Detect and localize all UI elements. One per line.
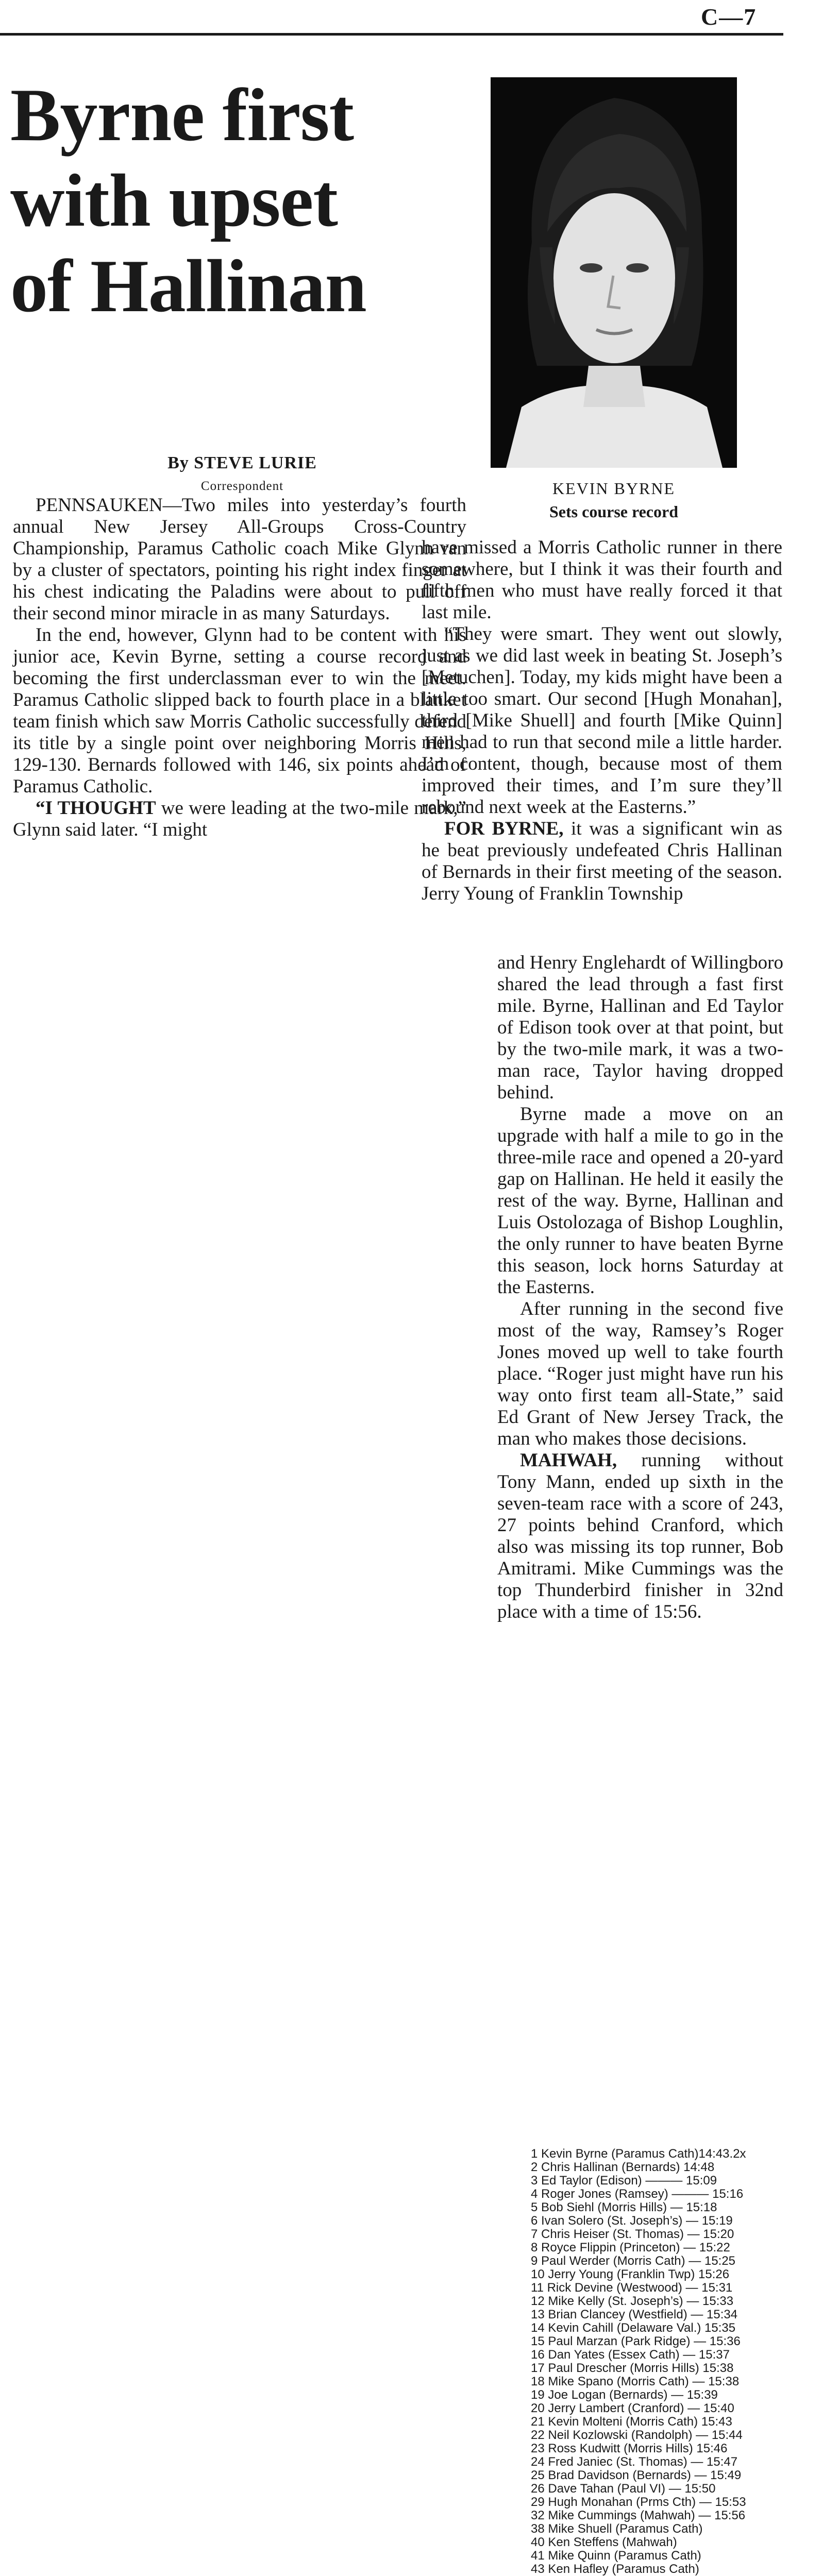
result-line: 17 Paul Drescher (Morris Hills) 15:38 <box>531 2362 734 2375</box>
paragraph: “They were smart. They went out slowly, just as we did last week in beating St. Joseph’s [Metuchen]. Today, my kids might have been a little too smart. Our second [Hugh Monahan], third [Mike Shuell] and fourth [Mike Quinn] men had to run that second mile a little harder. I’m content, though, because most of them improved their times, and I’m sure they’ll rebound next week at the Easterns.” <box>422 623 782 818</box>
result-line: 14 Kevin Cahill (Delaware Val.) 15:35 <box>531 2321 736 2335</box>
result-line: 29 Hugh Monahan (Prms Cth) — 15:53 <box>531 2496 746 2509</box>
headline <box>10 72 464 329</box>
result-line: 16 Dan Yates (Essex Cath) — 15:37 <box>531 2348 730 2362</box>
result-line: 3 Ed Taylor (Edison) ——— 15:09 <box>531 2174 717 2188</box>
paragraph: FOR BYRNE, it was a significant win as he beat previously undefeated Chris Hallinan of Bernards in their first meeting of the season. Jerry Young of Franklin Township <box>422 818 783 904</box>
photo-caption-sub: Sets course record <box>549 502 678 521</box>
photo-caption-name: KEVIN BYRNE <box>552 479 675 498</box>
headline-line-1: Byrne first <box>10 73 354 157</box>
result-line: 12 Mike Kelly (St. Joseph’s) — 15:33 <box>531 2295 734 2308</box>
page-number: C—7 <box>701 4 757 30</box>
result-line: 15 Paul Marzan (Park Ridge) — 15:36 <box>531 2335 741 2348</box>
paragraph: In the end, however, Glynn had to be content with his junior ace, Kevin Byrne, setting a course record and becoming the first underclassman ever to win the meet. Paramus Catholic slipped back to fourth place in a blanket team finish which saw Morris Catholic successfully defend its title by a single point over neighboring Morris Hills, 129-130. Bernards followed with 146, six points ahead of Paramus Catholic. <box>13 624 466 797</box>
result-line: 8 Royce Flippin (Princeton) — 15:22 <box>531 2241 730 2255</box>
result-line: 19 Joe Logan (Bernards) — 15:39 <box>531 2388 718 2402</box>
result-line: 13 Brian Clancey (Westfield) — 15:34 <box>531 2308 738 2321</box>
paragraph: Byrne made a move on an upgrade with half a mile to go in the three-mile race and opened a 20-yard gap on Hallinan. He held it easily the rest of the way. Byrne, Hallinan and Luis Ostolozaga of Bishop Loughlin, the only runner to have beaten Byrne this season, lock horns Saturday at the Easterns. <box>497 1104 783 1298</box>
result-line: 10 Jerry Young (Franklin Twp) 15:26 <box>531 2268 730 2281</box>
portrait-photo-graphic <box>491 77 737 468</box>
paragraph: MAHWAH, running without Tony Mann, ended up sixth in the seven-team race with a score of 243, 27 points behind Cranford, which also was missing its top runner, Bob Amitrami. Mike Cummings was the top Thunderbird finisher in 32nd place with a time of 15:56. <box>497 1450 783 1622</box>
result-line: 23 Ross Kudwitt (Morris Hills) 15:46 <box>531 2442 728 2455</box>
result-line: 26 Dave Tahan (Paul VI) — 15:50 <box>531 2482 716 2496</box>
result-line: 22 Neil Kozlowski (Randolph) — 15:44 <box>531 2429 743 2442</box>
result-line: 32 Mike Cummings (Mahwah) — 15:56 <box>531 2509 746 2522</box>
results-box <box>531 2147 786 2576</box>
lead-in: “I THOUGHT <box>36 798 156 819</box>
paragraph: have missed a Morris Catholic runner in there somewhere, but I think it was their fourth and fifth men who must have really forced it that last mile. <box>422 537 782 623</box>
paragraph: and Henry Englehardt of Willingboro shared the lead through a fast first mile. Byrne, Hallinan and Ed Taylor of Edison took over at that point, but by the two-mile mark, it was a two-man race, Taylor having dropped behind. <box>497 952 783 1103</box>
result-line: 5 Bob Siehl (Morris Hills) — 15:18 <box>531 2201 717 2214</box>
result-line: 6 Ivan Solero (St. Joseph’s) — 15:19 <box>531 2214 733 2228</box>
article-column-3 <box>497 952 783 1623</box>
lead-in: MAHWAH, <box>520 1450 617 1471</box>
result-line: 24 Fred Janiec (St. Thomas) — 15:47 <box>531 2455 738 2469</box>
result-line: 18 Mike Spano (Morris Cath) — 15:38 <box>531 2375 740 2388</box>
result-line: 11 Rick Devine (Westwood) — 15:31 <box>531 2281 733 2295</box>
result-line: 2 Chris Hallinan (Bernards) 14:48 <box>531 2161 715 2174</box>
paragraph: After running in the second five most of the way, Ramsey’s Roger Jones moved up well to take fourth place. “Roger just might have run his way onto first team all-State,” said Ed Grant of New Jersey Track, the man who makes those decisions. <box>497 1298 783 1449</box>
byline: By STEVE LURIE <box>167 453 317 472</box>
result-line: 21 Kevin Molteni (Morris Cath) 15:43 <box>531 2415 732 2429</box>
result-line: 7 Chris Heiser (St. Thomas) — 15:20 <box>531 2228 734 2241</box>
result-line: 4 Roger Jones (Ramsey) ——— 15:16 <box>531 2188 744 2201</box>
headline-line-2: with upset <box>10 159 338 242</box>
result-line: 43 Ken Hafley (Paramus Cath) <box>531 2563 699 2576</box>
article-column-2 <box>422 537 782 905</box>
paragraph: “I THOUGHT we were leading at the two-mile mark,” Glynn said later. “I might <box>13 798 466 840</box>
top-rule <box>0 33 783 36</box>
result-line: 40 Ken Steffens (Mahwah) <box>531 2536 677 2549</box>
result-line: 9 Paul Werder (Morris Cath) — 15:25 <box>531 2255 736 2268</box>
headline-line-3: of Hallinan <box>10 244 366 328</box>
byline-role: Correspondent <box>200 479 284 493</box>
result-line: 20 Jerry Lambert (Cranford) — 15:40 <box>531 2402 734 2415</box>
paragraph: PENNSAUKEN—Two miles into yesterday’s fourth annual New Jersey All-Groups Cross-Country Championship, Paramus Catholic coach Mike Glynn ran by a cluster of spectators, pointing his right index finger at his chest indicating the Paladins were about to pull off their second minor miracle in as many Saturdays. <box>13 495 466 624</box>
portrait-photo <box>491 77 737 468</box>
results-list <box>531 2147 786 2576</box>
lead-in: FOR BYRNE, <box>444 818 564 839</box>
article-column-1 <box>13 495 466 841</box>
result-line: 1 Kevin Byrne (Paramus Cath)14:43.2x <box>531 2147 746 2161</box>
result-line: 38 Mike Shuell (Paramus Cath) <box>531 2522 703 2536</box>
result-line: 41 Mike Quinn (Paramus Cath) <box>531 2549 701 2563</box>
result-line: 25 Brad Davidson (Bernards) — 15:49 <box>531 2469 742 2482</box>
